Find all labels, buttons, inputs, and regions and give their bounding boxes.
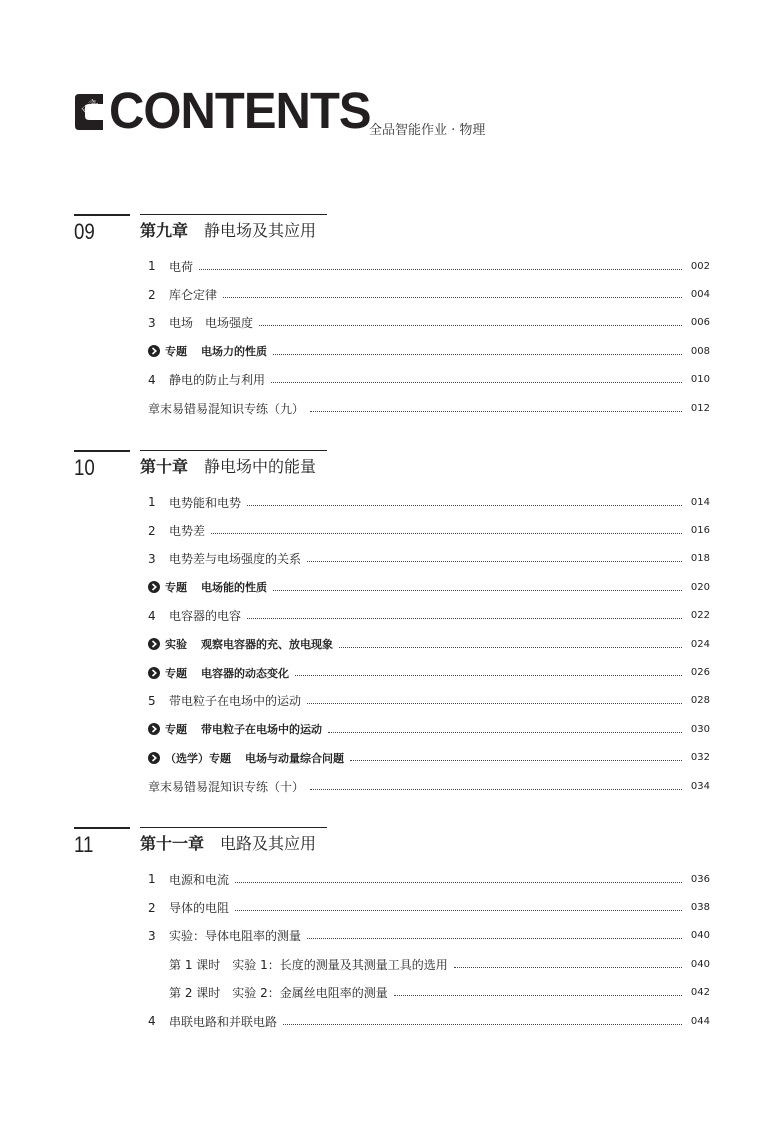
toc-entry[interactable] xyxy=(148,337,710,365)
entry-number: 5 xyxy=(148,693,156,708)
entry-tag: 专题 xyxy=(165,666,187,680)
dot-leader xyxy=(247,618,682,619)
entry-page-number: 026 xyxy=(690,667,710,679)
dot-leader xyxy=(307,561,682,562)
entry-label: 库仑定律 xyxy=(169,288,218,303)
toc-entry[interactable] xyxy=(148,744,710,772)
entry-page-number: 022 xyxy=(690,610,710,622)
toc-entry[interactable] xyxy=(148,715,710,743)
entry-label: 带电粒子在电场中的运动 xyxy=(201,723,322,737)
entry-page-number: 040 xyxy=(690,930,710,942)
entry-label: 第 2 课时 实验 2：金属丝电阻率的测量 xyxy=(169,986,388,1001)
dot-leader xyxy=(273,590,682,591)
chapter-label: 第九章 xyxy=(140,221,189,240)
dot-leader xyxy=(235,882,682,883)
entry-page-number: 024 xyxy=(690,638,710,650)
entry-label: 实验：导体电阻率的测量 xyxy=(169,929,302,944)
chapter-title[interactable] xyxy=(140,219,327,243)
entry-number: 3 xyxy=(148,551,156,566)
entry-tag: 实验 xyxy=(165,638,187,652)
entry-page-number: 002 xyxy=(690,260,710,272)
entry-tag: 专题 xyxy=(165,345,187,359)
divider xyxy=(74,827,130,829)
chapter-title-block xyxy=(140,450,327,479)
chapter-number-block xyxy=(74,214,130,244)
toc-entry[interactable] xyxy=(148,893,710,921)
contents-title: CONTENTS xyxy=(109,82,371,139)
dot-leader xyxy=(310,411,682,412)
divider xyxy=(140,214,327,215)
divider xyxy=(74,214,130,216)
toc-entry[interactable] xyxy=(148,573,710,601)
entry-label: 电场能的性质 xyxy=(201,581,267,595)
entry-label: 电容器的动态变化 xyxy=(201,666,289,680)
toc-entry[interactable] xyxy=(148,687,710,715)
dot-leader xyxy=(273,354,682,355)
entry-label: 电场 电场强度 xyxy=(169,316,254,331)
toc-entry[interactable] xyxy=(148,658,710,686)
dot-leader xyxy=(235,910,682,911)
entry-page-number: 032 xyxy=(690,752,710,764)
entry-label: 电势差与电场强度的关系 xyxy=(169,552,302,567)
entry-number: 2 xyxy=(148,900,156,915)
dot-leader xyxy=(295,675,682,676)
chapter-title[interactable] xyxy=(140,455,327,479)
entry-number: 3 xyxy=(148,928,156,943)
book-subtitle: 全品智能作业 · 物理 xyxy=(369,123,486,138)
entry-label: 电容器的电容 xyxy=(169,609,242,624)
dot-leader xyxy=(247,505,682,506)
entry-page-number: 018 xyxy=(690,553,710,565)
chapter-entries xyxy=(148,252,710,422)
entry-label: 电势能和电势 xyxy=(169,495,242,510)
chapter-name: 电路及其应用 xyxy=(220,834,317,853)
entry-number: 2 xyxy=(148,287,156,302)
toc-entry[interactable] xyxy=(148,309,710,337)
entry-tag: 专题 xyxy=(165,581,187,595)
arrow-circle-icon xyxy=(148,638,160,650)
arrow-circle-icon xyxy=(148,752,160,764)
toc-entry[interactable] xyxy=(148,865,710,893)
arrow-circle-icon xyxy=(148,581,160,593)
dot-leader xyxy=(394,995,682,996)
entry-tag: 专题 xyxy=(165,723,187,737)
entry-page-number: 030 xyxy=(690,723,710,735)
chapter-title-block xyxy=(140,214,327,243)
svg-text:目录: 目录 xyxy=(80,97,101,118)
chapter-number: 09 xyxy=(74,219,95,244)
entry-page-number: 036 xyxy=(690,873,710,885)
dot-leader xyxy=(310,789,682,790)
entry-number: 2 xyxy=(148,523,156,538)
chapter-name: 静电场中的能量 xyxy=(204,457,317,476)
toc-entry[interactable] xyxy=(148,772,710,800)
entry-page-number: 012 xyxy=(690,402,710,414)
chapter-number: 11 xyxy=(74,832,94,857)
chapter-number-block xyxy=(74,450,130,480)
chapter-label: 第十章 xyxy=(140,457,189,476)
entry-label: 电势差 xyxy=(169,524,206,539)
entry-page-number: 016 xyxy=(690,525,710,537)
entry-number: 1 xyxy=(148,259,156,274)
dot-leader xyxy=(223,297,682,298)
entry-label: 章末易错易混知识专练（九） xyxy=(148,401,305,416)
entry-tag: （选学）专题 xyxy=(165,751,231,765)
entry-page-number: 044 xyxy=(690,1015,710,1027)
entry-label: 电场力的性质 xyxy=(201,345,267,359)
toc-entry[interactable] xyxy=(148,922,710,950)
chapter-number-block xyxy=(74,827,130,857)
toc-entry[interactable] xyxy=(148,280,710,308)
chapter-label: 第十一章 xyxy=(140,834,205,853)
entry-label: 章末易错易混知识专练（十） xyxy=(148,779,305,794)
toc-entry[interactable] xyxy=(148,488,710,516)
dot-leader xyxy=(271,382,682,383)
entry-number: 4 xyxy=(148,608,156,623)
toc-entry[interactable] xyxy=(148,979,710,1007)
divider xyxy=(140,827,327,828)
entry-label: 导体的电阻 xyxy=(169,901,230,916)
dot-leader xyxy=(339,647,682,648)
toc-entry[interactable] xyxy=(148,545,710,573)
entry-number: 1 xyxy=(148,495,156,510)
entry-page-number: 040 xyxy=(690,958,710,970)
arrow-circle-icon xyxy=(148,667,160,679)
toc-entry[interactable] xyxy=(148,602,710,630)
entry-number: 4 xyxy=(148,372,156,387)
entry-label: 电荷 xyxy=(169,259,194,274)
chapter-name: 静电场及其应用 xyxy=(204,221,317,240)
dot-leader xyxy=(307,703,682,704)
dot-leader xyxy=(283,1024,682,1025)
entry-label: 观察电容器的充、放电现象 xyxy=(201,638,333,652)
chapter-number: 10 xyxy=(74,455,95,480)
entry-page-number: 008 xyxy=(690,345,710,357)
catalog-badge-icon xyxy=(75,92,105,132)
entry-label: 带电粒子在电场中的运动 xyxy=(169,694,302,709)
entry-label: 串联电路和并联电路 xyxy=(169,1014,278,1029)
entry-page-number: 004 xyxy=(690,289,710,301)
toc-entry[interactable] xyxy=(148,366,710,394)
dot-leader xyxy=(211,533,682,534)
chapter-entries xyxy=(148,865,710,1035)
entry-page-number: 034 xyxy=(690,780,710,792)
entry-page-number: 014 xyxy=(690,496,710,508)
toc-entry[interactable] xyxy=(148,630,710,658)
chapter-title-block xyxy=(140,827,327,856)
divider xyxy=(74,450,130,452)
entry-number: 3 xyxy=(148,315,156,330)
entry-label: 电源和电流 xyxy=(169,872,230,887)
arrow-circle-icon xyxy=(148,345,160,357)
chapter-title[interactable] xyxy=(140,832,327,856)
entry-page-number: 020 xyxy=(690,581,710,593)
arrow-circle-icon xyxy=(148,723,160,735)
toc-entry[interactable] xyxy=(148,950,710,978)
entry-page-number: 010 xyxy=(690,374,710,386)
toc-entry[interactable] xyxy=(148,1007,710,1035)
entry-page-number: 042 xyxy=(690,987,710,999)
dot-leader xyxy=(454,967,682,968)
entry-page-number: 038 xyxy=(690,902,710,914)
toc-entry[interactable] xyxy=(148,394,710,422)
toc-entry[interactable] xyxy=(148,516,710,544)
entry-page-number: 006 xyxy=(690,317,710,329)
dot-leader xyxy=(199,269,682,270)
entry-label: 第 1 课时 实验 1：长度的测量及其测量工具的选用 xyxy=(169,957,448,972)
dot-leader xyxy=(328,732,682,733)
entry-label: 电场与动量综合问题 xyxy=(245,751,344,765)
divider xyxy=(140,450,327,451)
chapter-entries xyxy=(148,488,710,800)
dot-leader xyxy=(307,938,682,939)
toc-entry[interactable] xyxy=(148,252,710,280)
entry-label: 静电的防止与利用 xyxy=(169,373,266,388)
dot-leader xyxy=(350,760,682,761)
entry-number: 4 xyxy=(148,1014,156,1029)
entry-page-number: 028 xyxy=(690,695,710,707)
entry-number: 1 xyxy=(148,872,156,887)
dot-leader xyxy=(259,325,682,326)
